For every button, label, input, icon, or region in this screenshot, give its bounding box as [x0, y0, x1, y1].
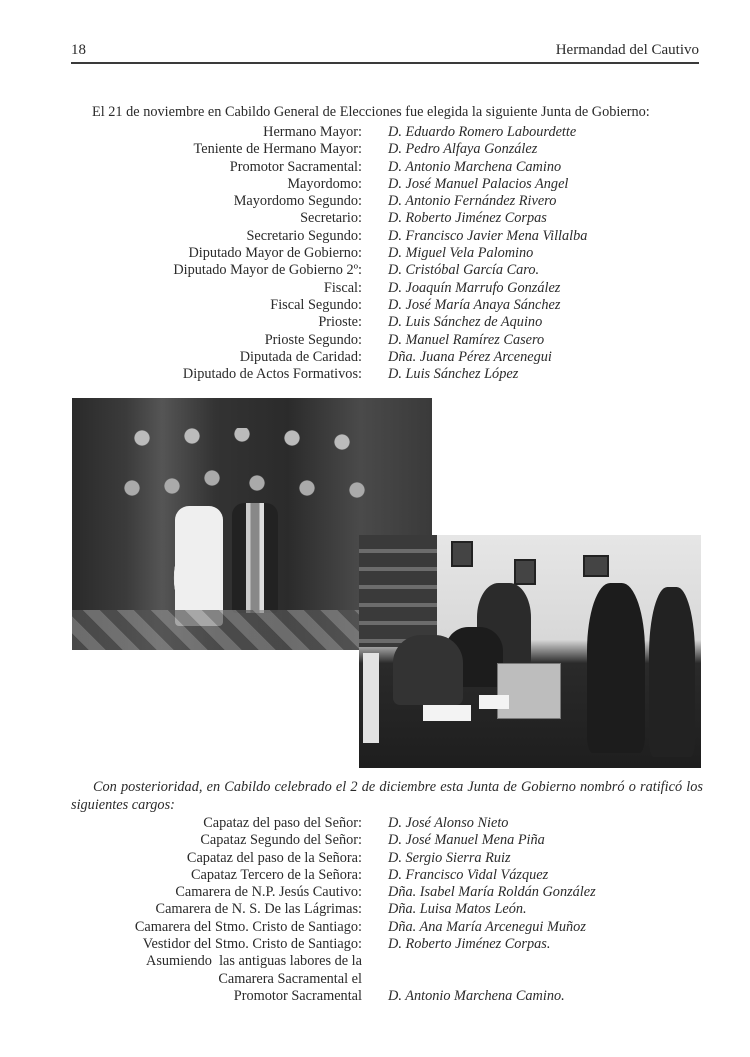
person-name: Dña. Ana María Arcenegui Muñoz	[388, 918, 586, 935]
role-label: Diputado Mayor de Gobierno:	[188, 245, 362, 262]
person-name: Dña. Isabel María Roldán González	[388, 884, 596, 901]
list-item	[0, 901, 750, 918]
photo-standing-woman	[587, 583, 645, 753]
list-item	[0, 919, 750, 936]
list-item	[0, 953, 750, 1005]
list-item	[0, 280, 750, 297]
list-item	[0, 245, 750, 262]
list-item	[0, 884, 750, 901]
role-label: Diputado Mayor de Gobierno 2º:	[173, 262, 362, 279]
photo-wall-frame	[583, 555, 609, 577]
role-label: Capataz Tercero de la Señora:	[190, 866, 362, 883]
role-line: Camarera Sacramental el	[218, 970, 362, 987]
list-item	[0, 867, 750, 884]
role-label	[0, 953, 362, 1005]
role-label: Camarera de N.P. Jesús Cautivo:	[175, 884, 362, 901]
list-item	[0, 850, 750, 867]
list-item	[0, 366, 750, 383]
role-label: Diputado de Actos Formativos:	[182, 366, 362, 383]
photo-candlestick	[363, 653, 379, 743]
role-label: Fiscal Segundo:	[270, 296, 362, 313]
photo-cabinet	[359, 535, 437, 647]
photo-white-robe	[175, 506, 223, 626]
photo-wall-frame	[451, 541, 473, 567]
page-header	[71, 40, 699, 64]
list-item	[0, 228, 750, 245]
list-item	[0, 124, 750, 141]
list-item	[0, 815, 750, 832]
person-name: D. Antonio Fernández Rivero	[388, 193, 557, 210]
person-name: D. Roberto Jiménez Corpas.	[388, 936, 551, 953]
role-line: Promotor Sacramental	[233, 987, 362, 1004]
person-name: D. Cristóbal García Caro.	[388, 262, 540, 279]
role-label: Hermano Mayor:	[263, 124, 362, 140]
person-name: Dña. Juana Pérez Arcenegui	[388, 348, 552, 365]
voting-table-photo	[359, 535, 701, 768]
person-name: D. Manuel Ramírez Casero	[388, 331, 545, 348]
role-label: Capataz del paso de la Señora:	[186, 849, 362, 866]
list-item	[0, 332, 750, 349]
person-name: D. Roberto Jiménez Corpas	[388, 210, 547, 227]
photo-paper	[479, 695, 509, 709]
person-name: D. Luis Sánchez López	[388, 366, 519, 383]
junta-de-gobierno-list	[0, 124, 750, 383]
person-name: D. José María Anaya Sánchez	[388, 296, 561, 313]
role-label: Teniente de Hermano Mayor:	[193, 141, 362, 158]
photo-paper	[423, 705, 471, 721]
person-name: D. José Alonso Nieto	[388, 815, 509, 831]
person-name: D. José Manuel Palacios Angel	[388, 175, 569, 192]
role-label: Prioste:	[318, 314, 362, 331]
person-name: D. Antonio Marchena Camino	[388, 158, 562, 175]
list-item	[0, 262, 750, 279]
role-line: Asumiendo las antiguas labores de la	[146, 953, 362, 970]
person-name: Dña. Luisa Matos León.	[388, 901, 527, 918]
role-label: Mayordomo Segundo:	[233, 193, 362, 210]
list-item	[0, 314, 750, 331]
person-name: D. Francisco Javier Mena Villalba	[388, 227, 588, 244]
list-item	[0, 176, 750, 193]
intro-paragraph: El 21 de noviembre en Cabildo General de Elecciones fue elegida la siguiente Junta de Gobierno:	[92, 104, 650, 120]
person-name: D. Miguel Vela Palomino	[388, 245, 534, 262]
person-name: D. Pedro Alfaya González	[388, 141, 538, 158]
person-name: D. José Manuel Mena Piña	[388, 832, 545, 849]
list-item	[0, 141, 750, 158]
list-item	[0, 297, 750, 314]
person-name: D. Antonio Marchena Camino.	[388, 987, 565, 1004]
running-head: Hermandad del Cautivo	[555, 42, 699, 58]
photo-standing-man	[649, 587, 695, 757]
role-label: Secretario:	[300, 210, 362, 227]
role-label: Camarera del Stmo. Cristo de Santiago:	[134, 918, 362, 935]
person-name: D. Luis Sánchez de Aquino	[388, 314, 543, 331]
role-label: Capataz Segundo del Señor:	[200, 832, 362, 849]
person-name: D. Joaquín Marrufo González	[388, 279, 561, 296]
person-name: D. Eduardo Romero Labourdette	[388, 124, 577, 140]
photo-vestment	[232, 503, 278, 613]
role-label: Prioste Segundo:	[264, 331, 362, 348]
list-item	[0, 936, 750, 953]
photo-seated-man	[393, 635, 463, 705]
person-name: D. Sergio Sierra Ruiz	[388, 849, 511, 866]
role-label: Diputada de Caridad:	[239, 348, 362, 365]
role-label: Vestidor del Stmo. Cristo de Santiago:	[142, 936, 362, 953]
role-label: Secretario Segundo:	[246, 227, 362, 244]
role-label: Capataz del paso del Señor:	[203, 815, 362, 831]
list-item	[0, 193, 750, 210]
role-label: Fiscal:	[323, 279, 362, 296]
photo-ballot-box	[497, 663, 561, 719]
person-name: D. Francisco Vidal Vázquez	[388, 866, 549, 883]
role-label: Mayordomo:	[287, 175, 362, 192]
list-item	[0, 159, 750, 176]
page-number: 18	[71, 42, 86, 58]
role-label: Promotor Sacramental:	[229, 158, 362, 175]
cargos-list	[0, 815, 750, 1005]
photo-wall-frame	[514, 559, 536, 585]
list-item	[0, 832, 750, 849]
cargos-paragraph: Con posterioridad, en Cabildo celebrado el 2 de diciembre esta Junta de Gobierno nombró o ratificó los siguientes cargos:	[71, 779, 703, 813]
role-label: Camarera de N. S. De las Lágrimas:	[155, 901, 362, 918]
list-item	[0, 349, 750, 366]
list-item	[0, 210, 750, 227]
